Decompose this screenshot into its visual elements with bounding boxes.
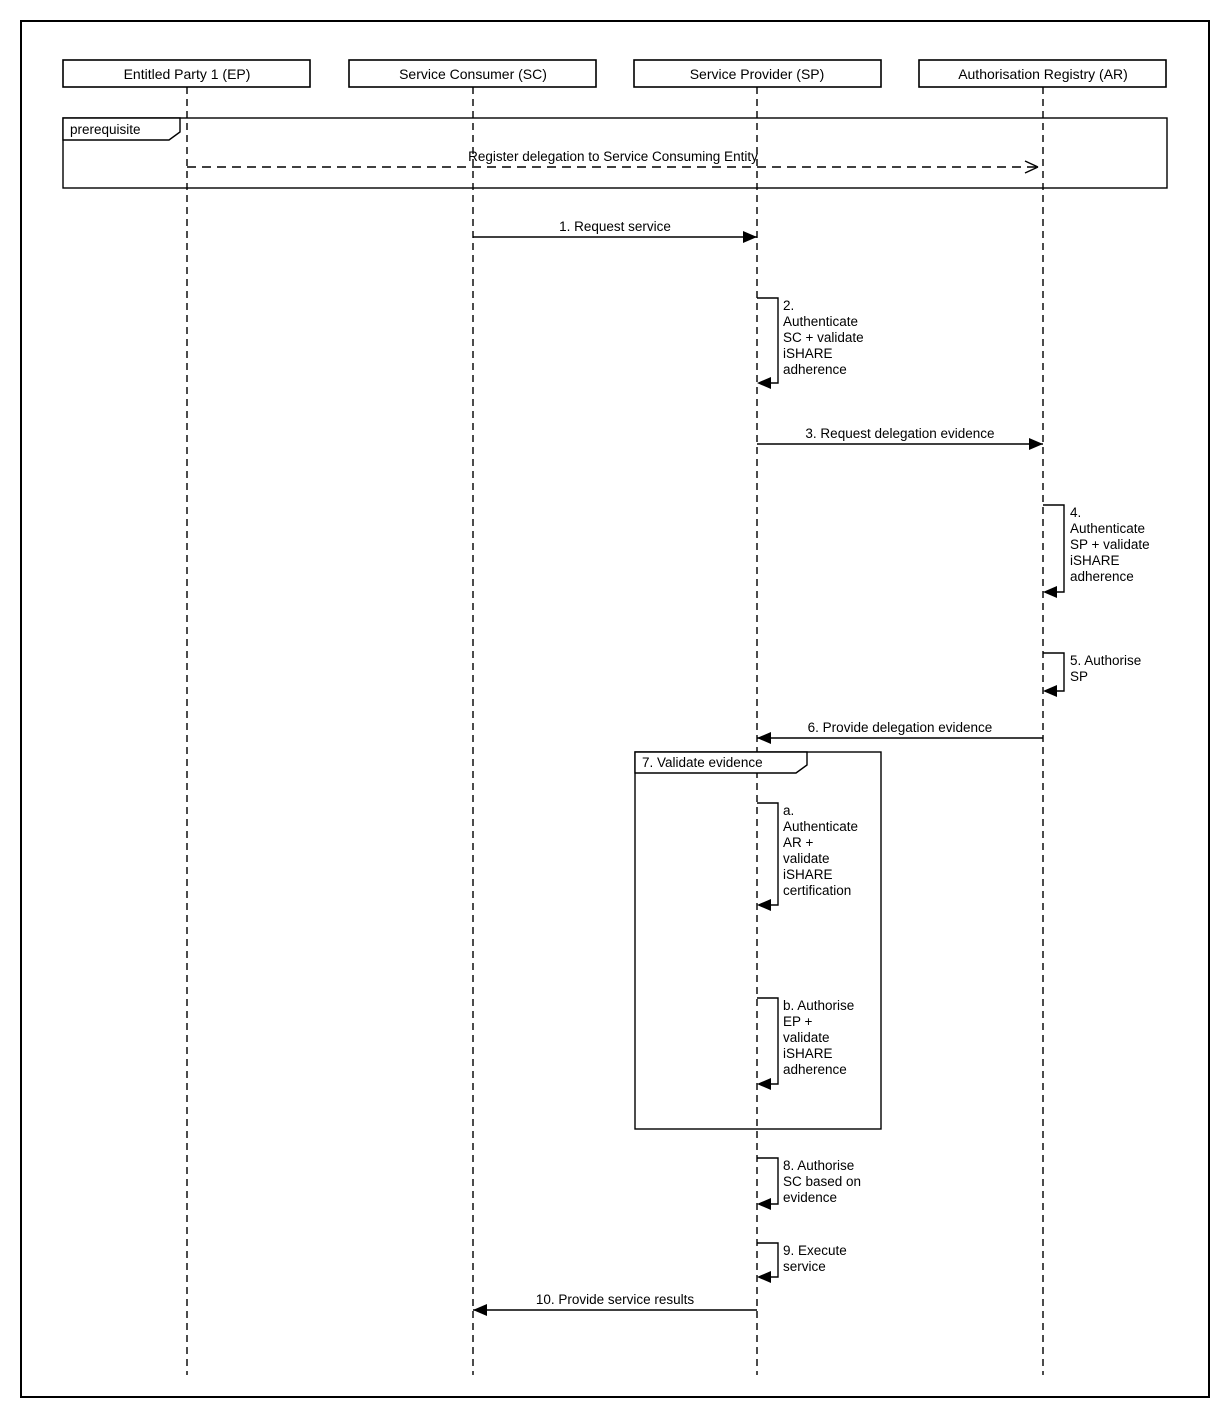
frame-label-validate-evidence: 7. Validate evidence: [642, 755, 763, 770]
self-message-label-line: Authenticate: [783, 819, 859, 834]
self-message-label-line: certification: [783, 883, 852, 898]
arrowhead-msg-2: [757, 377, 771, 389]
self-message-label-line: Authenticate: [1070, 521, 1146, 536]
self-message-label-line: b. Authorise: [783, 998, 855, 1013]
arrowhead-msg-10: [473, 1304, 487, 1316]
frame-label-prerequisite: prerequisite: [70, 122, 141, 137]
arrowhead-msg-7b: [757, 1078, 771, 1090]
self-message-label-line: iSHARE: [783, 1046, 833, 1061]
self-message-label-line: validate: [783, 1030, 830, 1045]
self-message-label-msg-5: [1070, 653, 1141, 684]
self-message-line-msg-7a: [757, 803, 778, 905]
message-label-register-delegation: Register delegation to Service Consuming Entity: [468, 149, 758, 164]
self-message-label-line: 4.: [1070, 505, 1082, 520]
arrowhead-msg-1: [743, 231, 757, 243]
self-message-label-line: SC based on: [783, 1174, 862, 1189]
self-message-label-msg-4: [1070, 505, 1150, 584]
self-message-label-line: iSHARE: [783, 867, 833, 882]
self-message-label-line: validate: [783, 851, 830, 866]
self-message-label-line: 2.: [783, 298, 795, 313]
self-message-label-line: adherence: [1070, 569, 1134, 584]
arrowhead-msg-3: [1029, 438, 1043, 450]
self-message-label-line: adherence: [783, 362, 847, 377]
self-message-label-line: iSHARE: [783, 346, 833, 361]
arrowhead-msg-7a: [757, 899, 771, 911]
self-message-label-msg-7b: [783, 998, 854, 1077]
arrowhead-msg-8: [757, 1198, 771, 1210]
actor-label-sp: Service Provider (SP): [689, 66, 825, 82]
self-message-label-line: adherence: [783, 1062, 847, 1077]
self-message-label-msg-2: [783, 298, 864, 377]
self-message-line-msg-7b: [757, 998, 778, 1084]
self-message-line-msg-9: [757, 1243, 778, 1277]
self-message-label-line: SP + validate: [1070, 537, 1150, 552]
message-label-msg-1: 1. Request service: [559, 219, 671, 234]
self-message-line-msg-2: [757, 298, 778, 383]
self-message-label-line: AR +: [783, 835, 814, 850]
self-message-label-line: service: [783, 1259, 826, 1274]
self-message-label-line: SC + validate: [783, 330, 864, 345]
message-label-msg-10: 10. Provide service results: [535, 1292, 695, 1307]
message-label-msg-6: 6. Provide delegation evidence: [807, 720, 993, 735]
self-message-label-msg-7a: [783, 803, 858, 898]
self-message-label-line: iSHARE: [1070, 553, 1120, 568]
self-message-label-line: Authenticate: [783, 314, 859, 329]
self-message-label-line: 9. Execute: [783, 1243, 847, 1258]
self-message-line-msg-5: [1043, 653, 1064, 691]
self-message-label-line: a.: [783, 803, 795, 818]
self-message-line-msg-4: [1043, 505, 1064, 592]
self-message-label-line: 5. Authorise: [1070, 653, 1142, 668]
arrowhead-msg-6: [757, 732, 771, 744]
self-message-label-msg-9: [783, 1243, 847, 1274]
actor-label-ep: Entitled Party 1 (EP): [123, 66, 251, 82]
self-message-label-line: EP +: [783, 1014, 813, 1029]
self-message-label-line: 8. Authorise: [783, 1158, 855, 1173]
self-message-line-msg-8: [757, 1158, 778, 1204]
message-label-msg-3: 3. Request delegation evidence: [805, 426, 995, 441]
self-message-label-line: evidence: [783, 1190, 838, 1205]
arrowhead-msg-9: [757, 1271, 771, 1283]
actor-label-ar: Authorisation Registry (AR): [958, 66, 1128, 82]
actor-label-sc: Service Consumer (SC): [399, 66, 547, 82]
arrowhead-msg-4: [1043, 586, 1057, 598]
self-message-label-line: SP: [1070, 669, 1089, 684]
self-message-label-msg-8: [783, 1158, 861, 1205]
arrowhead-msg-5: [1043, 685, 1057, 697]
